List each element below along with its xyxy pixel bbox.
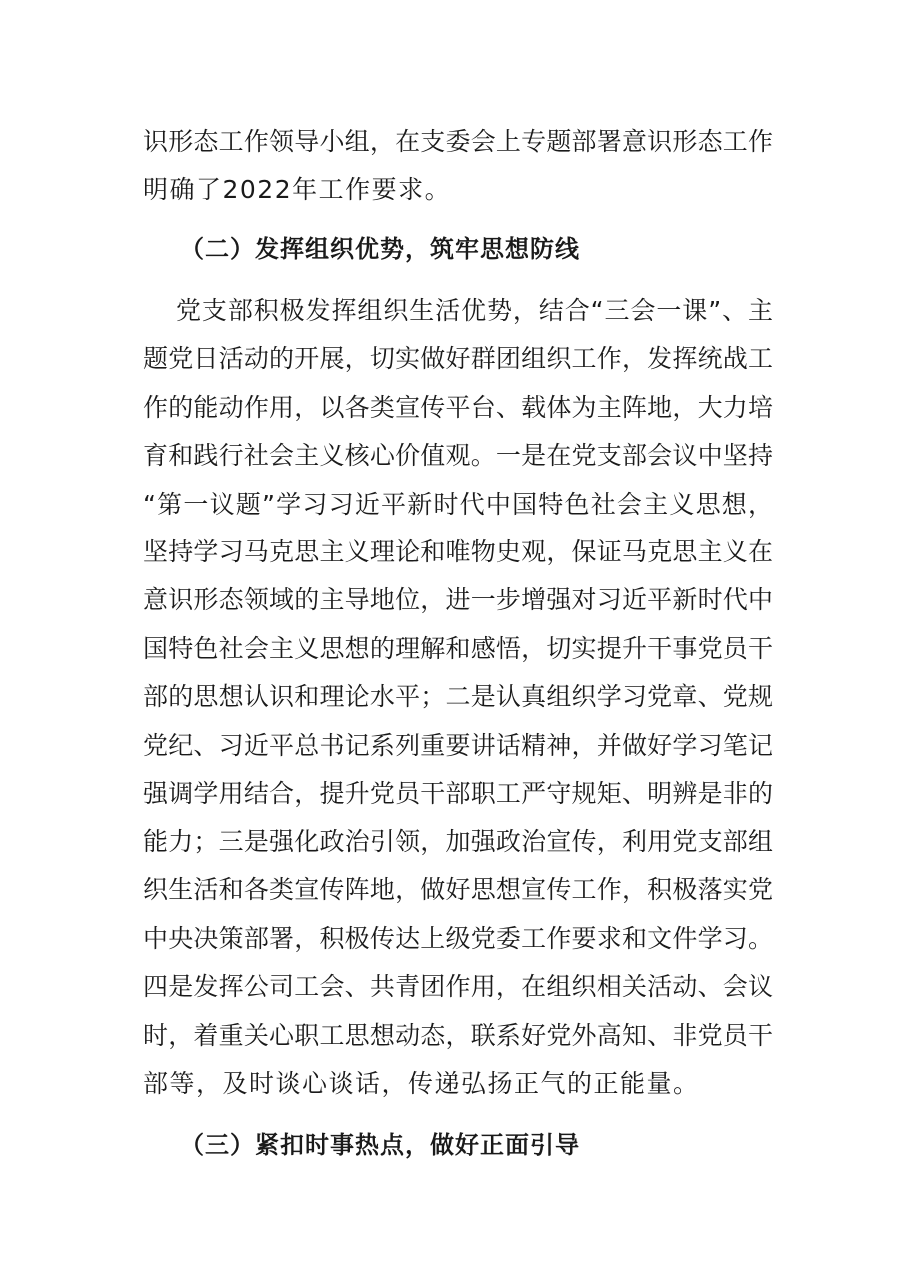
paragraph-line: 织生活和各类宣传阵地，做好思想宣传工作，积极落实党 (143, 875, 773, 904)
paragraph-line: 中央决策部署，积极传达上级党委工作要求和文件学习。 (143, 924, 773, 953)
paragraph-line: 育和践行社会主义核心价值观。一是在党支部会议中坚持 (143, 441, 773, 470)
paragraph-line: 部等，及时谈心谈话，传递弘扬正气的正能量。 (143, 1069, 700, 1098)
paragraph-line: 坚持学习马克思主义理论和唯物史观，保证马克思主义在 (143, 537, 773, 566)
paragraph-line: 党支部积极发挥组织生活优势，结合“三会一课”、主 (176, 296, 773, 325)
paragraph-line: 作的能动作用，以各类宣传平台、载体为主阵地，大力培 (143, 393, 773, 422)
paragraph-line: 国特色社会主义思想的理解和感悟，切实提升干事党员干 (143, 634, 773, 663)
paragraph-line: 明确了2022年工作要求。 (143, 175, 452, 204)
paragraph-line: 题党日活动的开展，切实做好群团组织工作，发挥统战工 (143, 344, 773, 373)
paragraph-line: “第一议题”学习习近平新时代中国特色社会主义思想， (143, 490, 773, 519)
paragraph-line: 党纪、习近平总书记系列重要讲话精神，并做好学习笔记 (143, 731, 773, 760)
paragraph-line: 四是发挥公司工会、共青团作用，在组织相关活动、会议 (143, 972, 773, 1001)
paragraph-line: 能力；三是强化政治引领，加强政治宣传，利用党支部组 (143, 827, 773, 856)
paragraph-line: 意识形态领域的主导地位，进一步增强对习近平新时代中 (143, 585, 773, 614)
paragraph-line: 时，着重关心职工思想动态，联系好党外高知、非党员干 (143, 1021, 773, 1050)
paragraph-line: 识形态工作领导小组，在支委会上专题部署意识形态工作 (143, 127, 773, 156)
paragraph-line: 部的思想认识和理论水平；二是认真组织学习党章、党规 (143, 682, 773, 711)
section-heading-3: （三）紧扣时事热点，做好正面引导 (180, 1131, 580, 1159)
section-heading-2: （二）发挥组织优势，筑牢思想防线 (180, 235, 580, 263)
paragraph-line: 强调学用结合，提升党员干部职工严守规矩、明辨是非的 (143, 779, 773, 808)
